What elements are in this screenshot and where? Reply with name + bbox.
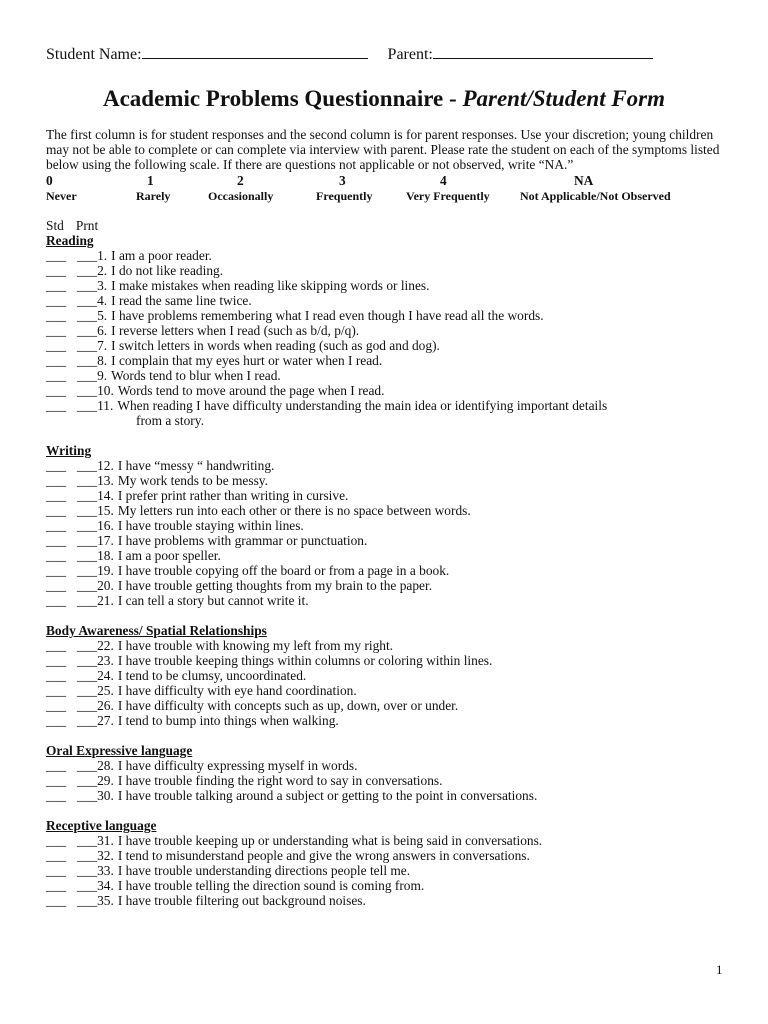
student-response-blank[interactable]: ___ [46, 488, 67, 503]
student-response-blank[interactable]: ___ [46, 773, 67, 788]
scale-num: 4 [440, 173, 447, 188]
question-text: I am a poor speller. [117, 548, 221, 563]
student-response-blank[interactable]: ___ [46, 593, 67, 608]
question-text: Words tend to move around the page when I read. [117, 383, 385, 398]
student-response-blank[interactable]: ___ [46, 338, 67, 353]
scale-word: Never [46, 189, 77, 203]
question-text: I switch letters in words when reading (such as god and dog). [111, 338, 440, 353]
parent-response-blank[interactable]: ___10. [77, 383, 114, 398]
section-title: Oral Expressive language [46, 743, 193, 758]
parent-label: Parent: [387, 46, 433, 63]
question-text: My letters run into each other or there is no space between words. [117, 503, 471, 518]
question-text: I have trouble staying within lines. [117, 518, 304, 533]
parent-response-blank[interactable]: ___20. [77, 578, 114, 593]
parent-response-blank[interactable]: ___7. [77, 338, 108, 353]
section [46, 818, 736, 908]
section [46, 743, 736, 803]
parent-response-blank[interactable]: ___11. [77, 398, 114, 413]
question-item [46, 458, 736, 473]
parent-response-blank[interactable]: ___2. [77, 263, 108, 278]
section-title: Reading [46, 233, 94, 248]
question-item [46, 278, 736, 293]
parent-response-blank[interactable]: ___29. [77, 773, 114, 788]
student-response-blank[interactable]: ___ [46, 398, 67, 413]
parent-response-blank[interactable]: ___4. [77, 293, 108, 308]
student-response-blank[interactable]: ___ [46, 323, 67, 338]
question-text: I have difficulty with eye hand coordination. [117, 683, 357, 698]
student-response-blank[interactable]: ___ [46, 638, 67, 653]
parent-response-blank[interactable]: ___13. [77, 473, 114, 488]
question-text: I reverse letters when I read (such as b/d, p/q). [111, 323, 360, 338]
student-response-blank[interactable]: ___ [46, 758, 67, 773]
question-item [46, 593, 736, 608]
student-name-label: Student Name: [46, 46, 142, 63]
parent-response-blank[interactable]: ___31. [77, 833, 114, 848]
section [46, 443, 736, 608]
question-item [46, 548, 736, 563]
student-response-blank[interactable]: ___ [46, 308, 67, 323]
parent-response-blank[interactable]: ___34. [77, 878, 114, 893]
question-item [46, 323, 736, 338]
student-response-blank[interactable]: ___ [46, 668, 67, 683]
parent-response-blank[interactable]: ___25. [77, 683, 114, 698]
question-text: I have trouble with knowing my left from my right. [117, 638, 394, 653]
parent-response-blank[interactable]: ___28. [77, 758, 114, 773]
page-number: 1 [716, 962, 723, 977]
student-response-blank[interactable]: ___ [46, 368, 67, 383]
parent-response-blank[interactable]: ___30. [77, 788, 114, 803]
question-item [46, 503, 736, 518]
question-item [46, 518, 736, 533]
question-item [46, 383, 736, 398]
question-item [46, 368, 736, 383]
student-response-blank[interactable]: ___ [46, 263, 67, 278]
student-response-blank[interactable]: ___ [46, 458, 67, 473]
parent-response-blank[interactable]: ___26. [77, 698, 114, 713]
parent-response-blank[interactable]: ___16. [77, 518, 114, 533]
question-text: I have “messy “ handwriting. [117, 458, 275, 473]
header-line [46, 44, 653, 64]
scale-word: Not Applicable/Not Observed [520, 189, 671, 203]
question-text: Words tend to blur when I read. [111, 368, 281, 383]
student-response-blank[interactable]: ___ [46, 788, 67, 803]
parent-response-blank[interactable]: ___6. [77, 323, 108, 338]
question-text: I have trouble keeping up or understanding what is being said in conversations. [117, 833, 543, 848]
student-response-blank[interactable]: ___ [46, 863, 67, 878]
question-item [46, 533, 736, 548]
section [46, 233, 736, 428]
parent-response-blank[interactable]: ___3. [77, 278, 108, 293]
parent-response-blank[interactable]: ___21. [77, 593, 114, 608]
question-item [46, 863, 736, 878]
parent-response-blank[interactable]: ___23. [77, 653, 114, 668]
question-text: I prefer print rather than writing in cursive. [117, 488, 349, 503]
question-item [46, 788, 736, 803]
student-response-blank[interactable]: ___ [46, 503, 67, 518]
student-response-blank[interactable]: ___ [46, 833, 67, 848]
question-item [46, 833, 736, 848]
scale-word: Occasionally [208, 189, 274, 203]
question-text: I read the same line twice. [111, 293, 252, 308]
parent-name-field[interactable] [433, 44, 653, 59]
scale-num: 1 [147, 173, 154, 188]
parent-response-blank[interactable]: ___15. [77, 503, 114, 518]
parent-response-blank[interactable]: ___17. [77, 533, 114, 548]
column-header [46, 218, 98, 234]
question-item [46, 248, 736, 263]
question-text: I can tell a story but cannot write it. [117, 593, 309, 608]
page-title [0, 86, 768, 112]
intro-paragraph: The first column is for student responses and the second column is for parent responses. Use your discretion; young children may not be able to complete or can complete via interview with parent. Please rate the student on each of the symptoms listed below using the following scale. If there are questions not applicable or not observed, write “NA.” [46, 127, 720, 172]
question-item [46, 473, 736, 488]
student-response-blank[interactable]: ___ [46, 293, 67, 308]
parent-response-blank[interactable]: ___1. [77, 248, 108, 263]
scale-num: 0 [46, 173, 53, 188]
student-response-blank[interactable]: ___ [46, 578, 67, 593]
student-response-blank[interactable]: ___ [46, 548, 67, 563]
scale-word: Rarely [136, 189, 171, 203]
student-response-blank[interactable]: ___ [46, 383, 67, 398]
student-response-blank[interactable]: ___ [46, 698, 67, 713]
question-item [46, 758, 736, 773]
std-column-label: Std [46, 218, 64, 233]
student-response-blank[interactable]: ___ [46, 653, 67, 668]
question-text: I have trouble understanding directions people tell me. [117, 863, 411, 878]
student-response-blank[interactable]: ___ [46, 278, 67, 293]
question-item [46, 713, 736, 728]
question-text: I have difficulty expressing myself in words. [117, 758, 358, 773]
question-text: I tend to be clumsy, uncoordinated. [117, 668, 307, 683]
question-text: My work tends to be messy. [117, 473, 268, 488]
question-text: I make mistakes when reading like skipping words or lines. [111, 278, 430, 293]
question-item [46, 893, 736, 908]
question-item [46, 353, 736, 368]
parent-response-blank[interactable]: ___35. [77, 893, 114, 908]
section-title: Receptive language [46, 818, 157, 833]
question-item [46, 683, 736, 698]
student-response-blank[interactable]: ___ [46, 473, 67, 488]
parent-response-blank[interactable]: ___14. [77, 488, 114, 503]
title-italic: Parent/Student Form [462, 86, 666, 111]
question-item [46, 848, 736, 863]
question-text: I have trouble telling the direction sound is coming from. [117, 878, 425, 893]
prnt-column-label: Prnt [75, 218, 99, 233]
question-text: I have trouble filtering out background noises. [117, 893, 366, 908]
question-text: I have trouble finding the right word to say in conversations. [117, 773, 443, 788]
question-item [46, 308, 736, 323]
question-item [46, 698, 736, 713]
scale-num: 2 [237, 173, 244, 188]
question-item [46, 338, 736, 353]
question-text: I am a poor reader. [111, 248, 212, 263]
parent-response-blank[interactable]: ___32. [77, 848, 114, 863]
question-text: I complain that my eyes hurt or water when I read. [111, 353, 383, 368]
question-text: I have trouble keeping things within columns or coloring within lines. [117, 653, 493, 668]
student-response-blank[interactable]: ___ [46, 848, 67, 863]
question-item [46, 578, 736, 593]
question-item [46, 563, 736, 578]
title-main: Academic Problems Questionnaire - [102, 86, 463, 111]
question-text-continued: from a story. [136, 413, 204, 428]
question-text: I have trouble getting thoughts from my brain to the paper. [117, 578, 433, 593]
parent-response-blank[interactable]: ___8. [77, 353, 108, 368]
scale-word: Very Frequently [406, 189, 490, 203]
question-text: I have difficulty with concepts such as up, down, over or under. [117, 698, 459, 713]
student-response-blank[interactable]: ___ [46, 683, 67, 698]
parent-response-blank[interactable]: ___9. [77, 368, 108, 383]
question-item [46, 398, 736, 413]
section [46, 623, 736, 728]
question-item [46, 638, 736, 653]
question-item [46, 668, 736, 683]
parent-response-blank[interactable]: ___27. [77, 713, 114, 728]
student-response-blank[interactable]: ___ [46, 533, 67, 548]
parent-response-blank[interactable]: ___19. [77, 563, 114, 578]
question-text: I do not like reading. [111, 263, 224, 278]
parent-response-blank[interactable]: ___33. [77, 863, 114, 878]
question-text: I have problems remembering what I read even though I have read all the words. [111, 308, 544, 323]
question-text: I tend to bump into things when walking. [117, 713, 339, 728]
question-text: I tend to misunderstand people and give the wrong answers in conversations. [117, 848, 530, 863]
question-text: When reading I have difficulty understanding the main idea or identifying important details [117, 398, 608, 413]
question-text: I have trouble copying off the board or from a page in a book. [117, 563, 450, 578]
question-item [46, 293, 736, 308]
section-title: Writing [46, 443, 92, 458]
parent-response-blank[interactable]: ___5. [77, 308, 108, 323]
question-item [46, 878, 736, 893]
student-name-field[interactable] [142, 44, 368, 59]
scale-num: 3 [339, 173, 346, 188]
section-title: Body Awareness/ Spatial Relationships [46, 623, 267, 638]
question-item [46, 488, 736, 503]
scale-word: Frequently [316, 189, 373, 203]
student-response-blank[interactable]: ___ [46, 248, 67, 263]
question-text: I have problems with grammar or punctuation. [117, 533, 368, 548]
student-response-blank[interactable]: ___ [46, 893, 67, 908]
question-text: I have trouble talking around a subject or getting to the point in conversations. [117, 788, 538, 803]
parent-response-blank[interactable]: ___24. [77, 668, 114, 683]
question-item [46, 773, 736, 788]
question-item [46, 653, 736, 668]
student-response-blank[interactable]: ___ [46, 518, 67, 533]
parent-response-blank[interactable]: ___18. [77, 548, 114, 563]
student-response-blank[interactable]: ___ [46, 563, 67, 578]
scale-num: NA [574, 173, 594, 188]
question-sections [46, 233, 736, 923]
question-item [46, 263, 736, 278]
student-response-blank[interactable]: ___ [46, 878, 67, 893]
student-response-blank[interactable]: ___ [46, 713, 67, 728]
parent-response-blank[interactable]: ___12. [77, 458, 114, 473]
parent-response-blank[interactable]: ___22. [77, 638, 114, 653]
student-response-blank[interactable]: ___ [46, 353, 67, 368]
